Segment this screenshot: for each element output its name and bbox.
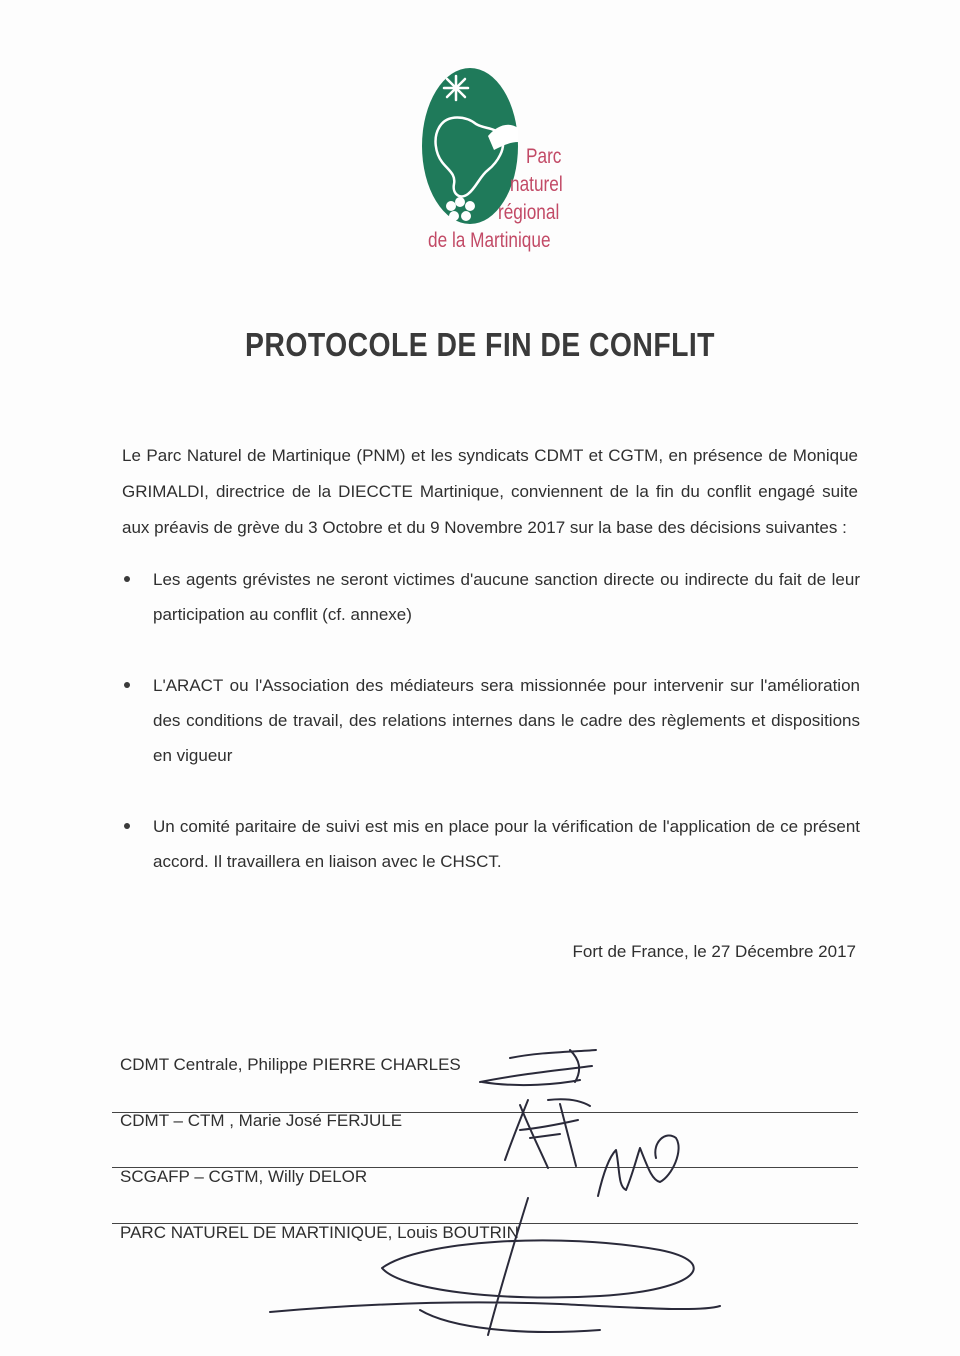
logo-text-line-4: de la Martinique <box>428 229 551 252</box>
decision-item-2: L'ARACT ou l'Association des médiateurs sera missionnée pour intervenir sur l'amélioration des conditions de travail, des relations internes dans le cadre des règlements et dispositions en vigueur <box>122 668 860 773</box>
parc-naturel-logo <box>418 66 578 262</box>
document-title: PROTOCOLE DE FIN DE CONFLIT <box>245 326 715 363</box>
place-and-date: Fort de France, le 27 Décembre 2017 <box>572 942 856 961</box>
logo-text-line-2: naturel <box>510 173 563 196</box>
signature-2 <box>505 1099 590 1168</box>
decision-item-3: Un comité paritaire de suivi est mis en place pour la vérification de l'application de ce présent accord. Il travaillera en liaison avec le CHSCT. <box>122 809 860 879</box>
signatory-row-2 <box>118 1111 858 1131</box>
signatory-row-1 <box>118 1055 858 1075</box>
signatory-row-3 <box>118 1167 858 1187</box>
decision-item-1: Les agents grévistes ne seront victimes d'aucune sanction directe ou indirecte du fait de leur participation au conflit (cf. annexe) <box>122 562 860 632</box>
signatory-name: PARC NATUREL DE MARTINIQUE, Louis BOUTRIN <box>120 1223 519 1242</box>
signatory-row-4 <box>118 1223 858 1243</box>
logo-text-line-3: régional <box>498 201 560 224</box>
decision-list <box>122 562 860 879</box>
logo-text-line-1: Parc <box>526 145 562 168</box>
signature-4 <box>270 1198 720 1335</box>
signatory-name: SCGAFP – CGTM, Willy DELOR <box>120 1167 368 1186</box>
intro-paragraph: Le Parc Naturel de Martinique (PNM) et les syndicats CDMT et CGTM, en présence de Monique GRIMALDI, directrice de la DIECCTE Martinique, conviennent de la fin du conflit engagé suite aux préavis de grève du 3 Octobre et du 9 Novembre 2017 sur la base des décisions suivantes : <box>122 446 858 537</box>
signatory-name: CDMT – CTM , Marie José FERJULE <box>120 1111 403 1130</box>
signatory-name: CDMT Centrale, Philippe PIERRE CHARLES <box>120 1055 461 1074</box>
